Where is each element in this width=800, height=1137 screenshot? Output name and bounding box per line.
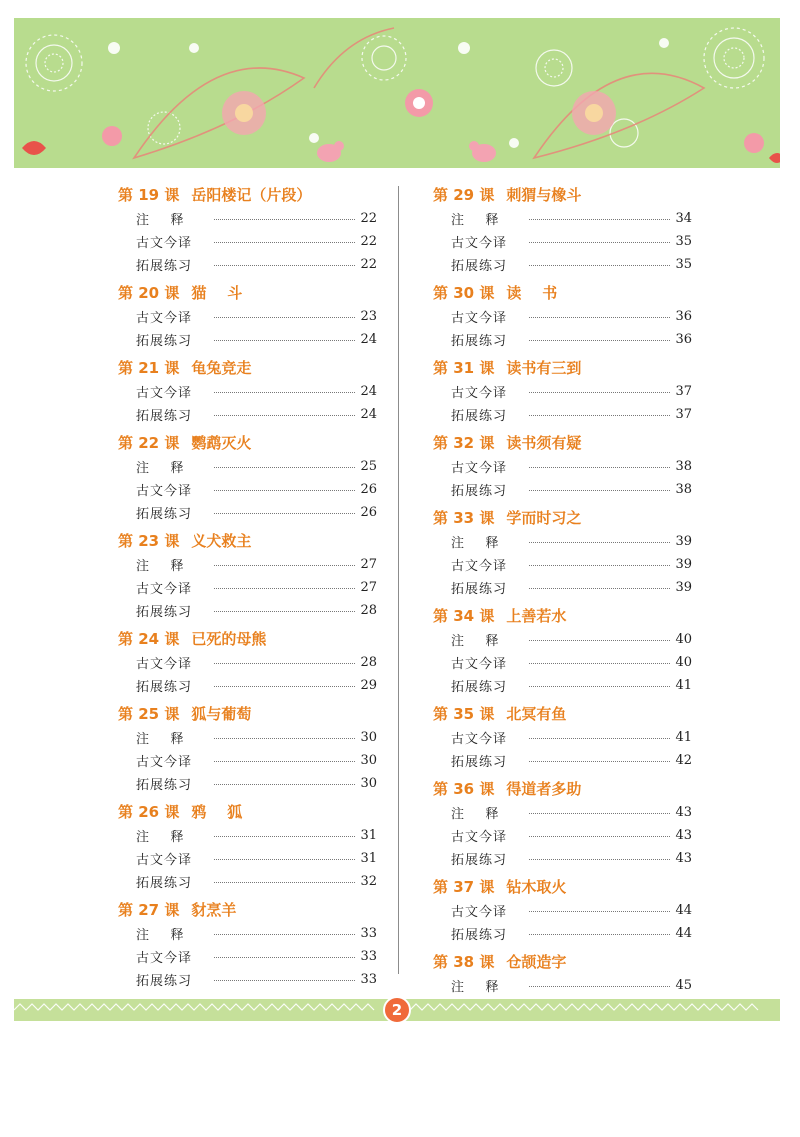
entry-label: 古文今译 [136,853,193,868]
entry-label: 注 释 [136,213,185,228]
lesson-title: 狐与葡萄 [191,705,252,723]
lesson-number: 第 35 课 [433,705,495,723]
lesson-title: 读书有三到 [506,359,582,377]
entry-label: 注 释 [136,559,185,574]
lesson-title: 读书须有疑 [506,434,582,452]
dot-leader [214,317,355,318]
entry-label: 注 释 [136,830,185,845]
toc-entry[interactable] [451,576,692,599]
entry-label: 注 释 [136,461,185,476]
dot-leader [214,836,355,837]
entry-label: 拓展练习 [136,507,193,522]
entry-label: 拓展练习 [136,334,193,349]
entry-label: 拓展练习 [451,409,508,424]
entry-label: 古文今译 [451,386,508,401]
dot-leader [214,415,355,416]
entry-label: 古文今译 [136,386,193,401]
entry-page-number: 33 [360,972,377,987]
toc-entry[interactable] [451,847,692,870]
entry-label: 拓展练习 [136,259,193,274]
entry-label: 古文今译 [451,732,508,747]
dot-leader [214,490,355,491]
entry-label: 拓展练习 [451,259,508,274]
toc-entry[interactable] [451,253,692,276]
entry-label: 拓展练习 [136,680,193,695]
dot-leader [214,738,355,739]
lesson-heading [433,507,695,530]
toc-entry[interactable] [136,922,377,945]
entry-label: 拓展练习 [451,484,508,499]
toc-entry[interactable] [451,674,692,697]
entry-page-number: 44 [675,903,692,918]
entry-page-number: 24 [360,384,377,399]
dot-leader [214,467,355,468]
toc-entry[interactable] [451,899,692,922]
entry-page-number: 43 [675,851,692,866]
entry-label: 古文今译 [136,951,193,966]
entry-page-number: 43 [675,805,692,820]
dot-leader [529,565,670,566]
entry-page-number: 33 [360,949,377,964]
lesson-heading [118,184,380,207]
lesson-number: 第 37 课 [433,878,495,896]
lesson-title: 已死的母熊 [191,630,267,648]
dot-leader [214,340,355,341]
entry-page-number: 27 [360,557,377,572]
entry-page-number: 22 [360,257,377,272]
lesson-heading [118,801,380,824]
entry-page-number: 26 [360,505,377,520]
toc-entry[interactable] [136,749,377,772]
entry-page-number: 22 [360,211,377,226]
dot-leader [214,265,355,266]
lesson-number: 第 25 课 [118,705,180,723]
toc-entry[interactable] [451,801,692,824]
toc-entry[interactable] [451,628,692,651]
entry-label: 古文今译 [136,755,193,770]
lesson-heading [433,184,695,207]
entry-page-number: 31 [360,828,377,843]
entry-label: 拓展练习 [451,853,508,868]
lesson-number: 第 32 课 [433,434,495,452]
entry-label: 注 释 [451,213,500,228]
dot-leader [214,957,355,958]
toc-entry[interactable] [451,328,692,351]
dot-leader [529,415,670,416]
toc-entry[interactable] [451,749,692,772]
entry-page-number: 35 [675,257,692,272]
dot-leader [529,663,670,664]
lesson-title: 学而时习之 [506,509,582,527]
entry-page-number: 28 [360,655,377,670]
entry-page-number: 36 [675,309,692,324]
lesson-title: 钻木取火 [506,878,567,896]
entry-page-number: 39 [675,534,692,549]
entry-label: 古文今译 [136,657,193,672]
dot-leader [529,738,670,739]
entry-label: 古文今译 [136,484,193,499]
entry-label: 古文今译 [451,657,508,672]
entry-page-number: 38 [675,459,692,474]
toc-entry[interactable] [136,455,377,478]
lesson-title: 鸦 狐 [191,803,243,821]
dot-leader [214,663,355,664]
toc-entry[interactable] [451,455,692,478]
lesson-number: 第 31 课 [433,359,495,377]
entry-page-number: 41 [675,730,692,745]
toc-entry[interactable] [136,651,377,674]
toc-entry[interactable] [451,974,692,997]
toc-entry[interactable] [136,576,377,599]
lesson-heading [118,530,380,553]
entry-label: 古文今译 [451,905,508,920]
toc-entry[interactable] [136,674,377,697]
entry-label: 拓展练习 [136,876,193,891]
toc-entry[interactable] [136,230,377,253]
entry-page-number: 45 [675,978,692,993]
toc-entry[interactable] [451,478,692,501]
entry-page-number: 31 [360,851,377,866]
lesson-number: 第 19 课 [118,186,180,204]
lesson-number: 第 27 课 [118,901,180,919]
entry-label: 注 释 [451,980,500,995]
toc-entry[interactable] [136,726,377,749]
toc-entry[interactable] [451,403,692,426]
toc-entry[interactable] [136,847,377,870]
lesson-heading [118,628,380,651]
toc-entry[interactable] [451,230,692,253]
toc-column-right [433,184,695,1020]
entry-label: 拓展练习 [136,778,193,793]
dot-leader [529,986,670,987]
lesson-heading [118,703,380,726]
entry-page-number: 40 [675,655,692,670]
entry-label: 古文今译 [451,559,508,574]
lesson-number: 第 29 课 [433,186,495,204]
lesson-heading [118,432,380,455]
dot-leader [529,836,670,837]
lesson-number: 第 34 课 [433,607,495,625]
dot-leader [529,242,670,243]
dot-leader [214,686,355,687]
lesson-heading [433,951,695,974]
lesson-heading [433,605,695,628]
entry-label: 古文今译 [451,311,508,326]
lesson-heading [433,357,695,380]
toc-entry[interactable] [136,207,377,230]
lesson-title: 猫 斗 [191,284,243,302]
entry-label: 拓展练习 [451,582,508,597]
dot-leader [214,882,355,883]
entry-label: 拓展练习 [451,755,508,770]
lesson-heading [433,703,695,726]
lesson-title: 豺烹羊 [191,901,237,919]
toc-entry[interactable] [451,651,692,674]
toc-entry[interactable] [451,922,692,945]
dot-leader [529,640,670,641]
lesson-number: 第 24 课 [118,630,180,648]
entry-page-number: 30 [360,776,377,791]
dot-leader [214,761,355,762]
toc-column-left [118,184,380,991]
entry-page-number: 33 [360,926,377,941]
lesson-title: 龟兔竞走 [191,359,252,377]
entry-page-number: 34 [675,211,692,226]
entry-page-number: 27 [360,580,377,595]
dot-leader [214,980,355,981]
toc-entry[interactable] [136,328,377,351]
entry-page-number: 35 [675,234,692,249]
entry-label: 注 释 [451,634,500,649]
dot-leader [214,611,355,612]
dot-leader [529,761,670,762]
dot-leader [529,340,670,341]
entry-page-number: 30 [360,730,377,745]
entry-page-number: 28 [360,603,377,618]
dot-leader [214,565,355,566]
entry-page-number: 36 [675,332,692,347]
entry-page-number: 25 [360,459,377,474]
entry-label: 注 释 [451,536,500,551]
toc-entry[interactable] [136,501,377,524]
dot-leader [529,542,670,543]
dot-leader [529,911,670,912]
entry-page-number: 44 [675,926,692,941]
lesson-heading [118,357,380,380]
header-banner [14,18,780,168]
toc-entry[interactable] [136,253,377,276]
dot-leader [529,490,670,491]
entry-page-number: 39 [675,580,692,595]
page-number-badge: 2 [383,996,411,1024]
entry-label: 古文今译 [136,582,193,597]
lesson-title: 刺猬与橡斗 [506,186,582,204]
toc-entry[interactable] [136,772,377,795]
lesson-heading [433,876,695,899]
floral-banner-art [14,18,780,168]
entry-label: 拓展练习 [136,974,193,989]
lesson-heading [433,432,695,455]
entry-label: 拓展练习 [451,928,508,943]
entry-page-number: 42 [675,753,692,768]
lesson-title: 读 书 [506,284,558,302]
toc-entry[interactable] [451,207,692,230]
lesson-number: 第 36 课 [433,780,495,798]
entry-page-number: 39 [675,557,692,572]
dot-leader [529,219,670,220]
entry-label: 注 释 [136,928,185,943]
toc-entry[interactable] [451,380,692,403]
toc-entry[interactable] [136,945,377,968]
toc-entry[interactable] [451,824,692,847]
entry-page-number: 22 [360,234,377,249]
dot-leader [214,784,355,785]
lesson-number: 第 23 课 [118,532,180,550]
lesson-title: 得道者多助 [506,780,582,798]
toc-entry[interactable] [451,530,692,553]
entry-label: 古文今译 [136,236,193,251]
lesson-number: 第 26 课 [118,803,180,821]
toc-entry[interactable] [136,599,377,622]
dot-leader [214,219,355,220]
lesson-number: 第 30 课 [433,284,495,302]
toc-entry[interactable] [451,305,692,328]
toc-entry[interactable] [451,726,692,749]
lesson-number: 第 22 课 [118,434,180,452]
entry-label: 拓展练习 [136,409,193,424]
entry-page-number: 43 [675,828,692,843]
entry-label: 古文今译 [136,311,193,326]
column-divider [398,186,399,974]
toc-entry[interactable] [136,380,377,403]
lesson-title: 鹦鹉灭火 [191,434,252,452]
toc-entry[interactable] [136,305,377,328]
dot-leader [214,588,355,589]
dot-leader [214,934,355,935]
entry-page-number: 40 [675,632,692,647]
lesson-number: 第 21 课 [118,359,180,377]
dot-leader [214,513,355,514]
dot-leader [214,859,355,860]
entry-page-number: 24 [360,407,377,422]
entry-page-number: 41 [675,678,692,693]
entry-page-number: 24 [360,332,377,347]
dot-leader [214,392,355,393]
dot-leader [529,317,670,318]
entry-label: 古文今译 [451,461,508,476]
dot-leader [529,934,670,935]
entry-label: 古文今译 [451,830,508,845]
lesson-number: 第 33 课 [433,509,495,527]
toc-entry[interactable] [136,403,377,426]
dot-leader [529,265,670,266]
dot-leader [529,588,670,589]
entry-page-number: 29 [360,678,377,693]
toc-entry[interactable] [451,553,692,576]
dot-leader [214,242,355,243]
entry-page-number: 37 [675,384,692,399]
entry-label: 拓展练习 [451,680,508,695]
dot-leader [529,686,670,687]
lesson-heading [118,282,380,305]
toc-entry[interactable] [136,478,377,501]
dot-leader [529,813,670,814]
dot-leader [529,392,670,393]
lesson-title: 北冥有鱼 [506,705,567,723]
entry-page-number: 32 [360,874,377,889]
entry-page-number: 26 [360,482,377,497]
lesson-title: 仓颉造字 [506,953,567,971]
entry-label: 拓展练习 [136,605,193,620]
lesson-heading [118,899,380,922]
lesson-number: 第 20 课 [118,284,180,302]
entry-label: 拓展练习 [451,334,508,349]
entry-label: 古文今译 [451,236,508,251]
lesson-heading [433,778,695,801]
entry-label: 注 释 [136,732,185,747]
toc-entry[interactable] [136,553,377,576]
dot-leader [529,859,670,860]
lesson-title: 义犬救主 [191,532,252,550]
toc-entry[interactable] [136,870,377,893]
lesson-title: 上善若水 [506,607,567,625]
lesson-heading [433,282,695,305]
entry-page-number: 30 [360,753,377,768]
entry-page-number: 23 [360,309,377,324]
entry-page-number: 37 [675,407,692,422]
entry-label: 注 释 [451,807,500,822]
toc-entry[interactable] [136,968,377,991]
entry-page-number: 38 [675,482,692,497]
toc-entry[interactable] [136,824,377,847]
lesson-number: 第 38 课 [433,953,495,971]
dot-leader [529,467,670,468]
lesson-title: 岳阳楼记（片段） [191,186,312,204]
